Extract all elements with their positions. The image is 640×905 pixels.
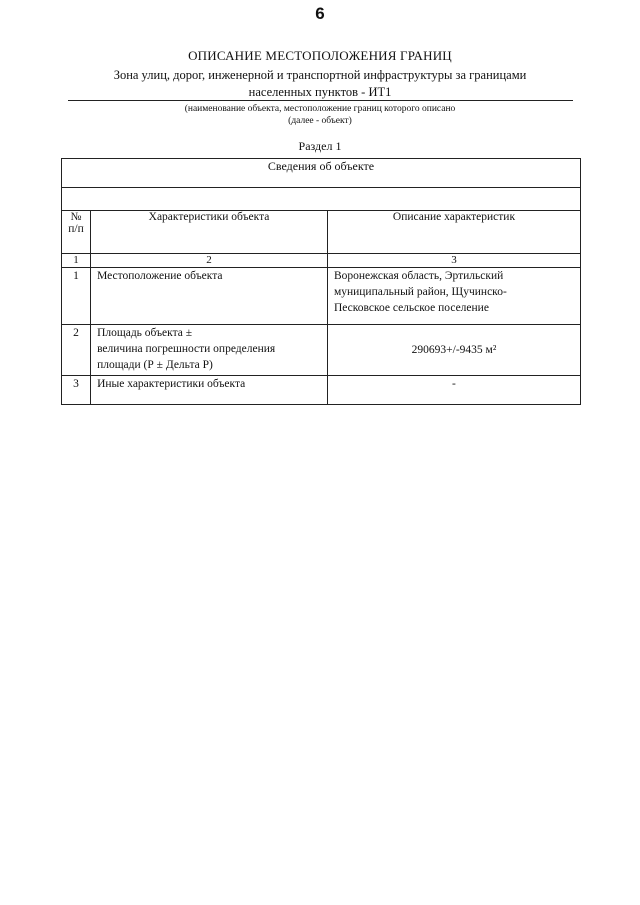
row-characteristic-line1: Площадь объекта ± <box>97 327 193 339</box>
column-number-3: 3 <box>327 254 580 268</box>
row-number: 3 <box>62 376 91 405</box>
object-name-line1: Зона улиц, дорог, инженерной и транспортной инфраструктуры за границами <box>113 68 527 82</box>
object-name <box>80 67 560 101</box>
column-header-description: Описание характеристик <box>327 211 580 254</box>
row-characteristic: Иные характеристики объекта <box>91 376 328 405</box>
row-number: 2 <box>62 325 91 376</box>
row-characteristic-line3: площади (Р ± Дельта Р) <box>97 359 213 371</box>
table-column-headers <box>62 211 581 254</box>
table-row <box>62 325 581 376</box>
column-header-number-line2: п/п <box>68 223 84 235</box>
caption-line2: (далее - объект) <box>288 116 352 126</box>
column-header-number-line1: № <box>70 211 82 223</box>
object-name-caption <box>0 103 640 127</box>
row-characteristic-line2: величина погрешности определения <box>97 343 276 355</box>
column-number-2: 2 <box>91 254 328 268</box>
row-description: - <box>327 376 580 405</box>
section-title: Раздел 1 <box>298 139 342 153</box>
table-row <box>62 376 581 405</box>
column-number-1: 1 <box>62 254 91 268</box>
row-description: 290693+/-9435 м² <box>327 325 580 376</box>
row-number: 1 <box>62 268 91 325</box>
table-blank-cell <box>62 188 581 211</box>
row-characteristic <box>91 325 328 376</box>
table-header-row <box>62 159 581 188</box>
table-header: Сведения об объекте <box>62 159 581 188</box>
column-header-number <box>62 211 91 254</box>
row-description-line2: муниципальный район, Щучинско- <box>333 286 507 298</box>
table-row <box>62 268 581 325</box>
object-info-table <box>61 158 581 405</box>
column-header-characteristic: Характеристики объекта <box>91 211 328 254</box>
object-name-underline <box>68 100 573 101</box>
table-column-numbers <box>62 254 581 268</box>
table-blank-row <box>62 188 581 211</box>
row-description-line1: Воронежская область, Эртильский <box>333 270 504 282</box>
caption-line1: (наименование объекта, местоположение границ которого описано <box>184 104 456 114</box>
page-number: 6 <box>315 4 325 23</box>
document-title: ОПИСАНИЕ МЕСТОПОЛОЖЕНИЯ ГРАНИЦ <box>188 48 452 63</box>
row-characteristic: Местоположение объекта <box>91 268 328 325</box>
row-description <box>327 268 580 325</box>
object-name-line2: населенных пунктов - ИТ1 <box>248 85 392 99</box>
row-description-line3: Песковское сельское поселение <box>333 302 489 314</box>
